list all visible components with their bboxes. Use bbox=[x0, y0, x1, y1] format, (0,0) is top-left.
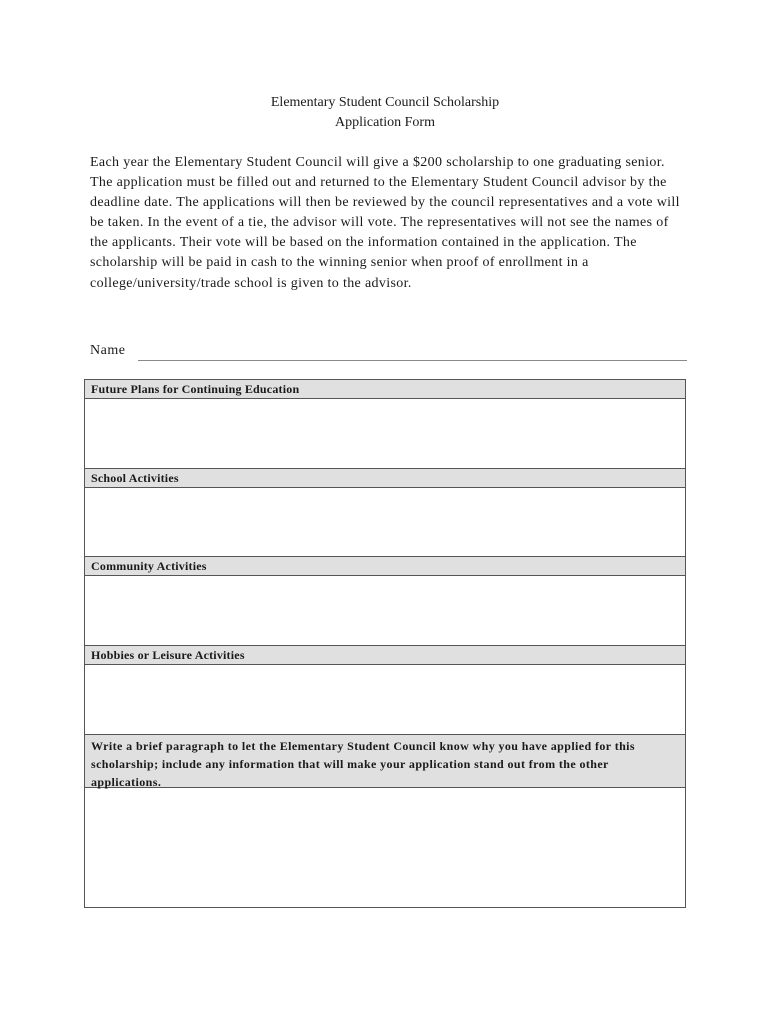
section-field-future-plans[interactable] bbox=[85, 399, 685, 469]
title-line-2: Application Form bbox=[335, 115, 435, 130]
section-heading-future-plans: Future Plans for Continuing Education bbox=[85, 380, 685, 399]
intro-text bbox=[90, 153, 690, 294]
section-heading-school-activities: School Activities bbox=[85, 469, 685, 488]
section-heading-hobbies: Hobbies or Leisure Activities bbox=[85, 646, 685, 665]
section-field-community-activities[interactable] bbox=[85, 576, 685, 646]
section-field-why-applied[interactable] bbox=[85, 788, 685, 907]
application-table bbox=[84, 379, 686, 908]
section-field-hobbies[interactable] bbox=[85, 665, 685, 735]
section-heading-why-applied: Write a brief paragraph to let the Elementary Student Council know why you have applied for this scholarship; include any information that will make your application stand out from the other applications. bbox=[85, 735, 685, 788]
name-row bbox=[90, 343, 687, 363]
form-title bbox=[0, 93, 770, 133]
name-label: Name bbox=[90, 343, 126, 358]
title-line-1: Elementary Student Council Scholarship bbox=[270, 95, 500, 110]
intro-paragraph: Each year the Elementary Student Council will give a $200 scholarship to one graduating senior. The application must be filled out and returned to the Elementary Student Council advisor by the deadline date. The applications will then be reviewed by the council representatives and a vote will be taken. In the event of a tie, the advisor will vote. The representatives will not see the names of the applicants. Their vote will be based on the information contained in the application. The scholarship will be paid in cash to the winning senior when proof of enrollment in a college/university/trade school is given to the advisor. bbox=[90, 155, 680, 291]
section-heading-community-activities: Community Activities bbox=[85, 557, 685, 576]
name-field[interactable] bbox=[138, 360, 687, 361]
section-field-school-activities[interactable] bbox=[85, 488, 685, 557]
